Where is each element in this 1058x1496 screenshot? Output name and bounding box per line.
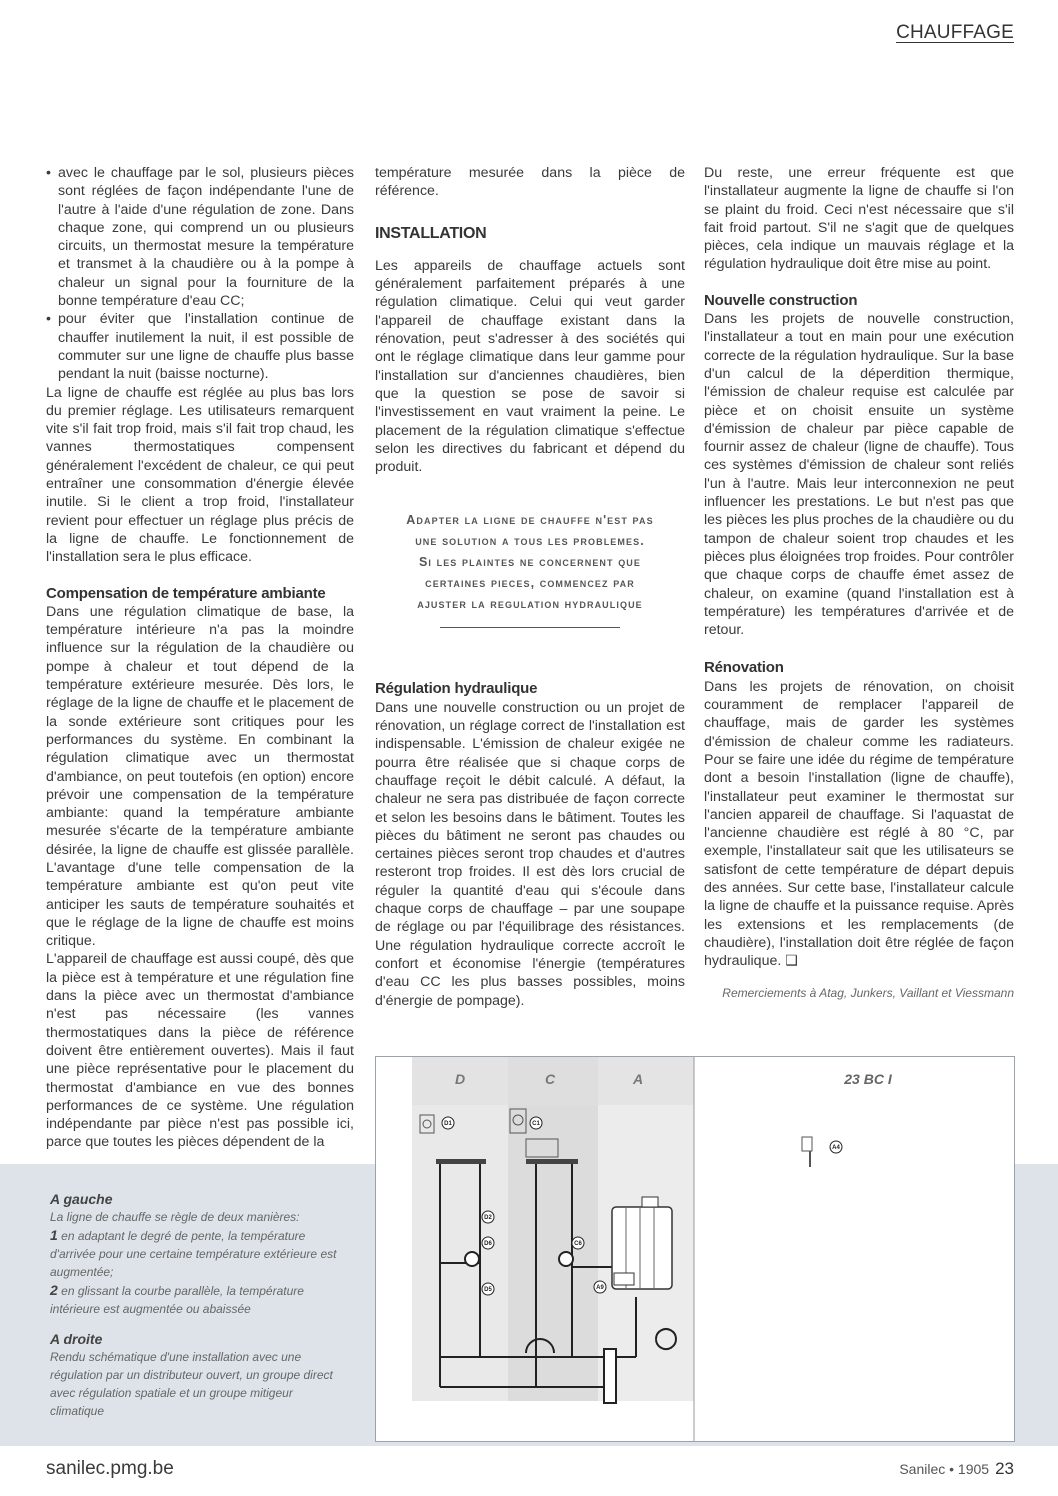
caption-text xyxy=(50,1281,350,1318)
caption-number: 1 xyxy=(50,1227,58,1243)
pull-quote-line: ajuster la regulation hydraulique xyxy=(417,597,643,612)
pull-quote-line: Adapter la ligne de chauffe n'est pas xyxy=(406,513,654,528)
column-1 xyxy=(46,164,354,1152)
pump-d xyxy=(465,1252,479,1266)
schematic-drawing xyxy=(376,1057,1015,1442)
caption-item: en adaptant le degré de pente, la température d'arrivée pour une certaine température extérieure est augmentée; xyxy=(50,1229,337,1279)
paragraph: Dans une nouvelle construction ou un projet de rénovation, un réglage correct de l'installation est indispensable. L'émission de chaleur exigée ne pourra être réalisée que si chaque corps de chauffage reçoit le débit calculé. A défaut, la chaleur ne sera pas distribuée de façon correcte et selon les besoins dans le bâtiment. Toutes les pièces du bâtiment ne seront pas chaudes ou certaines pièces seront trop chaudes et d'autres resteront trop froides. Il est dès lors crucial de réguler la quantité d'eau qui s'écoule dans chaque corps de chauffage – par une soupape de réglage ou par l'équilibrage des résistances. Une régulation hydraulique correcte accroît le confort et économise l'énergie (températures d'eau CC les plus basses possibles, moins d'énergie de pompage). xyxy=(375,699,685,1009)
paragraph: température mesurée dans la pièce de référence. xyxy=(375,165,685,200)
paragraph-text: Dans les projets de rénovation, on choisit couramment de remplacer l'appareil de chauffage, mais de garder les systèmes d'émission de chaleur comme les radiateurs. Pour se faire une idée du régime de température dont a besoin l'installation (ligne de chauffe), l'installateur peut examiner le thermostat sur l'ancien appareil de chauffage. Si l'aquastat de l'ancienne chaudière est réglé à 80 °C, par exemple, l'installateur sait que les utilisateurs se satisfont de cette température de départ depuis des années. Sur cette base, l'installateur calcule la ligne de chauffe et la puissance requise. Après les extensions et les remplacements (de chaudière), l'installation doit être réglée de façon hydraulique. xyxy=(704,678,1014,970)
caption-text xyxy=(50,1226,350,1281)
tag-a9: A9 xyxy=(596,1285,604,1291)
caption-number: 2 xyxy=(50,1282,58,1298)
paragraph: Du reste, une erreur fréquente est que l'installateur augmente la ligne de chauffe si l'on se plaint du froid. Ceci n'est nécessaire que s'il fait froid partout. S'il ne s'agit que de quelques pièces, cela indique un mauvais réglage et la régulation hydraulique doit être mise au point. xyxy=(704,165,1014,273)
column-2 xyxy=(375,164,685,1010)
credit-line: Remerciements à Atag, Junkers, Vaillant et Viessmann xyxy=(722,986,1014,1001)
tag-d5: D5 xyxy=(484,1287,492,1293)
pull-quote-rule xyxy=(440,627,620,628)
end-mark-icon: ❑ xyxy=(785,953,798,970)
paragraph: La ligne de chauffe est réglée au plus bas lors du premier réglage. Les utilisateurs remarquent vite s'il fait trop froid, mais s'il fait trop chaud, les vannes thermostatiques compensent généralement l'excédent de chaleur, ce qui peut entraîner une consommation d'énergie élevée inutile. Si le client a trop froid, l'installateur revient pour effectuer un réglage plus précis de la ligne de chauffe. Le fonctionnement de l'installation sera le plus efficace. xyxy=(46,384,354,566)
page-footer xyxy=(899,1459,1014,1479)
paragraph: Les appareils de chauffage actuels sont généralement parfaitement préparés à une régulation climatique. Celui qui veut garder l'appareil de chauffage existant dans la rénovation, peut s'adresser à des sociétés qui ont le réglage climatique dans leur gamme pour l'installation sur d'anciennes chaudières, bien que la question se pose de savoir si l'investissement en vaut vraiment la peine. Le placement de la régulation climatique s'effectue selon les directives du fabricant et dépend du produit. xyxy=(375,257,685,476)
magazine-issue: Sanilec • 1905 xyxy=(899,1461,990,1477)
hydraulic-separator xyxy=(604,1349,616,1403)
pull-quote-line: certaines pieces, commencez par xyxy=(425,576,635,591)
caption-title-left: A gauche xyxy=(50,1191,113,1207)
page-number: 23 xyxy=(995,1459,1014,1478)
tag-a4: A4 xyxy=(832,1145,840,1151)
boiler-flue xyxy=(642,1197,658,1207)
caption-item: en glissant la courbe parallèle, la température intérieure est augmentée ou abaissée xyxy=(50,1284,304,1316)
tag-c1: C1 xyxy=(532,1121,540,1127)
pull-quote-line: Si les plaintes ne concernent que xyxy=(418,555,641,570)
tag-d2: D2 xyxy=(484,1215,492,1221)
figure-caption xyxy=(50,1190,350,1420)
subheading-regulation: Régulation hydraulique xyxy=(375,680,538,698)
bullet-item: • avec le chauffage par le sol, plusieurs pièces sont réglées de façon indépendante l'une de l'autre à l'aide d'une régulation de zone. Dans chaque zone, qui comprend un ou plusieurs circuits, un thermostat mesure la température et transmet à la chaudière ou à la pompe à chaleur un signal pour la fourniture de la bonne température d'eau CC; xyxy=(46,164,354,310)
paragraph: Dans les projets de nouvelle construction, l'installateur a tout en main pour une exécution correcte de la régulation hydraulique. Sur la base d'un calcul de la déperdition thermique, l'émission de chaleur requise est calculée par pièce et on choisit ensuite un système d'émission de chaleur par pièce capable de fournir assez de chaleur (ligne de chauffe). Tous ces systèmes d'émission de chaleur sont reliés l'un à l'autre. Mais leur interconnexion ne peut influencer les prestations. Le but n'est pas que les pièces les plus proches de la chaudière ou du tampon de chaleur soient trop chaudes et les pièces plus éloignées trop froides. Pour contrôler que chaque corps de chauffe émet assez de chaleur, on examine (quand l'installation est à température) les températures d'arrivée et de retour. xyxy=(704,311,1014,639)
section-label: CHAUFFAGE xyxy=(896,22,1014,43)
subheading-new-construction: Nouvelle construction xyxy=(704,291,858,309)
subheading-renovation: Rénovation xyxy=(704,659,784,677)
floor-heating-c xyxy=(526,1159,578,1164)
installation-schematic xyxy=(375,1056,1015,1442)
caption-text: Rendu schématique d'une installation avec une régulation par un distributeur ouvert, un groupe direct avec régulation spatiale et un groupe mitigeur climatique xyxy=(50,1350,333,1418)
caption-text: La ligne de chauffe se règle de deux manières: xyxy=(50,1210,300,1224)
website-link[interactable]: sanilec.pmg.be xyxy=(46,1458,174,1479)
model-label: 23 BC I xyxy=(844,1071,892,1087)
subheading-compensation: Compensation de température ambiante xyxy=(46,584,326,602)
pull-quote-line: une solution a tous les problemes. xyxy=(415,534,645,549)
zone-d-band xyxy=(412,1057,508,1401)
floor-heating-d xyxy=(436,1159,486,1164)
paragraph: L'appareil de chauffage est aussi coupé, dès que la pièce est à température et une régulation fine dans la pièce avec un thermostat d'ambiance n'est pas nécessaire (les vannes thermostatiques dans la pièce de référence doivent être entièrement ouvertes). Mais il faut une pièce représentative pour le placement du thermostat d'ambiance en vue des bonnes performances de ce système. Une régulation indépendante par pièce n'est pas possible ici, parce que toutes les pièces dépendent de la xyxy=(46,951,354,1151)
heading-installation: INSTALLATION xyxy=(375,224,487,242)
tag-d6: D6 xyxy=(484,1241,492,1247)
boiler-controller xyxy=(614,1273,634,1285)
pull-quote xyxy=(375,510,685,628)
caption-title-right: A droite xyxy=(50,1331,103,1347)
tag-d1: D1 xyxy=(444,1121,452,1127)
pump-c xyxy=(559,1252,573,1266)
bullet-item: • pour éviter que l'installation continue de chauffer inutilement la nuit, il est possible de commuter sur une ligne de chauffe plus basse pendant la nuit (baisse nocturne). xyxy=(46,310,354,383)
tag-c6: C6 xyxy=(574,1241,582,1247)
zone-label-a: A xyxy=(632,1071,644,1087)
paragraph: Dans une régulation climatique de base, la température intérieure n'a pas la moindre influence sur la régulation de la chaudière ou pompe à chaleur et tout dépend de la température extérieure mesurée. Dès lors, le réglage de la ligne de chauffe et le placement de la sonde extérieure sont critiques pour les performances du système. En combinant la régulation climatique avec un thermostat d'ambiance, on peut toutefois (en option) encore prévoir une compensation de la température ambiante: quand la température ambiante mesurée s'écarte de la température ambiante désirée, la ligne de chauffe est glissée parallèle. L'avantage d'une telle compensation de la température ambiante est qu'on peut vite anticiper les sauts de température souhaités et que le réglage de la ligne de chauffe est moins critique. xyxy=(46,603,354,950)
outdoor-sensor xyxy=(802,1137,812,1151)
zone-label-c: C xyxy=(544,1071,556,1087)
paragraph xyxy=(704,678,1014,971)
column-3 xyxy=(704,164,1014,1003)
zone-label-d: D xyxy=(454,1071,466,1087)
